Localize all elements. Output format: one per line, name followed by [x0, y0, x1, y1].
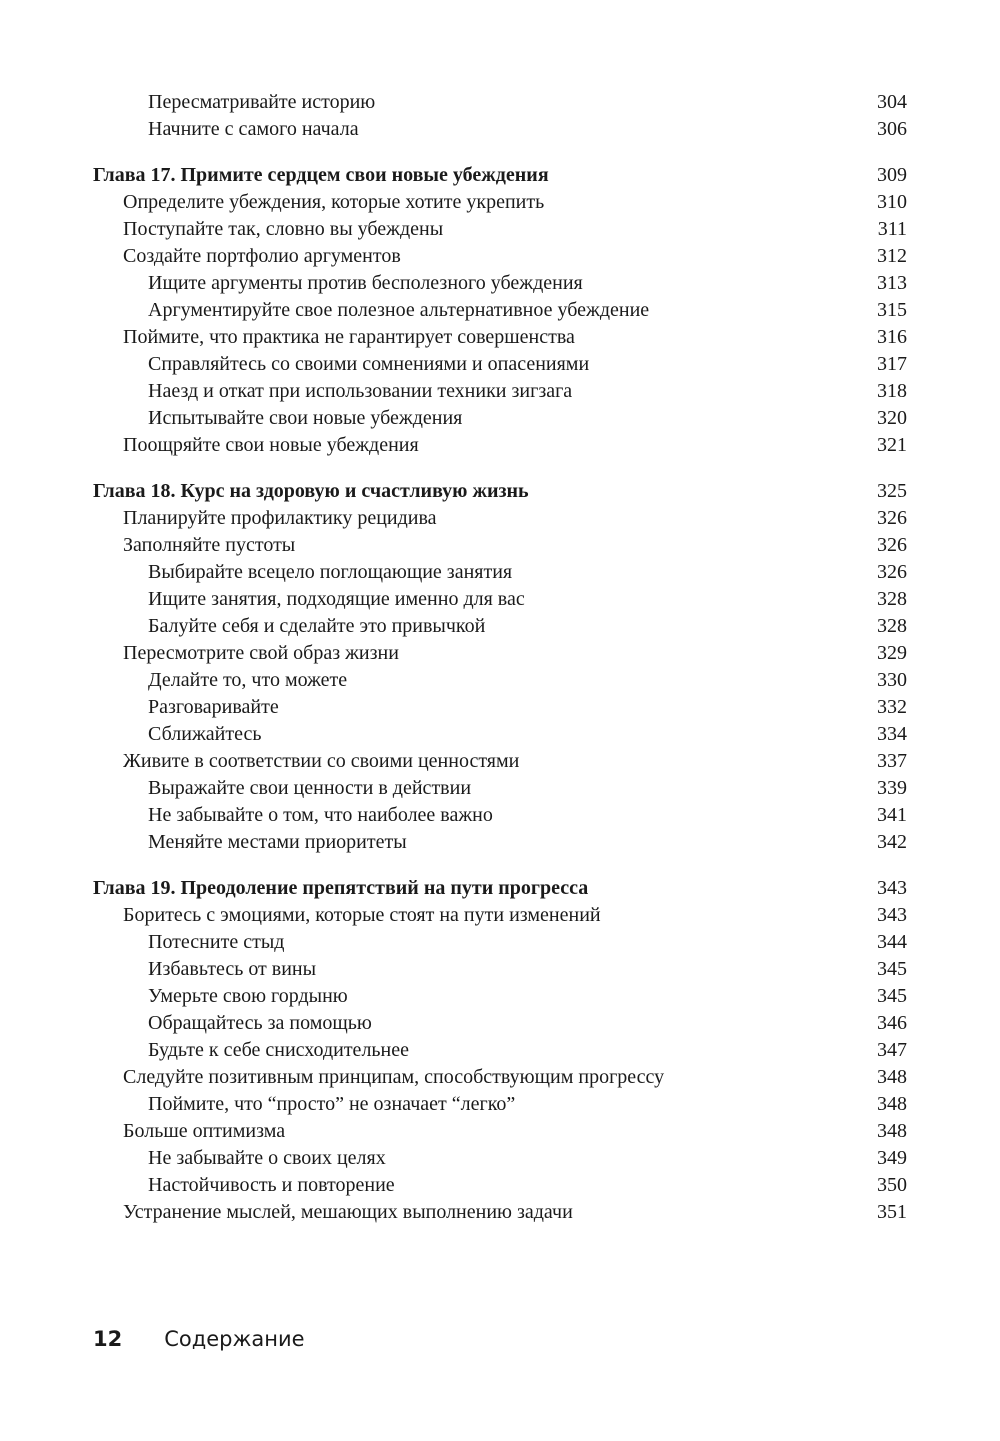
toc-page-number: 318: [877, 380, 907, 402]
toc-page-number: 348: [877, 1120, 907, 1142]
toc-page-number: 342: [877, 831, 907, 853]
toc-entry-title: Сближайтесь: [148, 723, 262, 745]
toc-page-number: 345: [877, 985, 907, 1007]
toc-section-entry: [0, 243, 1000, 270]
toc-subsection-entry: [0, 559, 1000, 586]
toc-section-entry: [0, 432, 1000, 459]
toc-page-number: 347: [877, 1039, 907, 1061]
toc-entry-title: Устранение мыслей, мешающих выполнению задачи: [123, 1201, 573, 1223]
toc-entry-title: Ищите занятия, подходящие именно для вас: [148, 588, 525, 610]
toc-subsection-entry: [0, 667, 1000, 694]
toc-page-number: 313: [877, 272, 907, 294]
toc-page-number: 345: [877, 958, 907, 980]
toc-subsection-entry: [0, 775, 1000, 802]
toc-subsection-entry: [0, 1010, 1000, 1037]
toc-entry-title: Справляйтесь со своими сомнениями и опасениями: [148, 353, 590, 375]
toc-page-number: 310: [877, 191, 907, 213]
toc-section-entry: [0, 1118, 1000, 1145]
toc-page-number: 304: [877, 91, 907, 113]
toc-entry-title: Делайте то, что можете: [148, 669, 348, 691]
toc-entry-title: Аргументируйте свое полезное альтернативное убеждение: [148, 299, 650, 321]
toc-page-number: 317: [877, 353, 907, 375]
toc-page-number: 316: [877, 326, 907, 348]
toc-entry-title: Разговаривайте: [148, 696, 279, 718]
toc-entry-title: Балуйте себя и сделайте это привычкой: [148, 615, 486, 637]
toc-page-number: 339: [877, 777, 907, 799]
toc-page-number: 326: [877, 534, 907, 556]
toc-chapter: [0, 162, 1000, 189]
toc-page-number: 329: [877, 642, 907, 664]
toc-entry-title: Не забывайте о своих целях: [148, 1147, 386, 1169]
toc-entry-title: Выражайте свои ценности в действии: [148, 777, 472, 799]
toc-section-entry: [0, 1199, 1000, 1226]
toc-page-number: 309: [877, 164, 907, 186]
footer-page-number: 12: [93, 1327, 123, 1351]
toc-subsection-entry: [0, 829, 1000, 856]
toc-page-number: 351: [877, 1201, 907, 1223]
toc-chapter: [0, 478, 1000, 505]
toc-section-entry: [0, 505, 1000, 532]
toc-entry-title: Меняйте местами приоритеты: [148, 831, 407, 853]
toc-subsection-entry: [0, 1145, 1000, 1172]
toc-entry-title: Следуйте позитивным принципам, способствующим прогрессу: [123, 1066, 665, 1088]
toc-entry-title: Ищите аргументы против бесполезного убеждения: [148, 272, 583, 294]
toc-section-entry: [0, 748, 1000, 775]
toc-section: [0, 478, 1000, 856]
toc-subsection-entry: [0, 586, 1000, 613]
toc-entry-title: Больше оптимизма: [123, 1120, 286, 1142]
toc-subsection-entry: [0, 929, 1000, 956]
toc-entry-title: Будьте к себе снисходительнее: [148, 1039, 409, 1061]
toc-entry-title: Умерьте свою гордыню: [148, 985, 348, 1007]
toc-entry-title: Настойчивость и повторение: [148, 1174, 395, 1196]
toc-section-entry: [0, 216, 1000, 243]
toc-page-number: 326: [877, 507, 907, 529]
toc-page-number: 330: [877, 669, 907, 691]
toc-subsection-entry: [0, 89, 1000, 116]
toc-subsection-entry: [0, 116, 1000, 143]
toc-entry-title: Планируйте профилактику рецидива: [123, 507, 437, 529]
toc-section: [0, 875, 1000, 1226]
toc-page-number: 328: [877, 588, 907, 610]
toc-entry-title: Глава 19. Преодоление препятствий на пути прогресса: [93, 877, 589, 899]
toc-page-number: 348: [877, 1066, 907, 1088]
toc-page-number: 311: [877, 218, 907, 240]
footer-section-title: Содержание: [164, 1327, 305, 1351]
table-of-contents: [0, 89, 1000, 1245]
toc-entry-title: Заполняйте пустоты: [123, 534, 296, 556]
toc-chapter: [0, 875, 1000, 902]
toc-entry-title: Живите в соответствии со своими ценностями: [123, 750, 520, 772]
toc-subsection-entry: [0, 613, 1000, 640]
toc-entry-title: Пересмотрите свой образ жизни: [123, 642, 399, 664]
toc-entry-title: Создайте портфолио аргументов: [123, 245, 401, 267]
toc-entry-title: Поступайте так, словно вы убеждены: [123, 218, 444, 240]
toc-section-entry: [0, 902, 1000, 929]
toc-page-number: 350: [877, 1174, 907, 1196]
toc-entry-title: Выбирайте всецело поглощающие занятия: [148, 561, 513, 583]
toc-entry-title: Глава 17. Примите сердцем свои новые убеждения: [93, 164, 549, 186]
toc-entry-title: Потесните стыд: [148, 931, 285, 953]
toc-entry-title: Глава 18. Курс на здоровую и счастливую жизнь: [93, 480, 529, 502]
toc-subsection-entry: [0, 694, 1000, 721]
toc-subsection-entry: [0, 351, 1000, 378]
toc-subsection-entry: [0, 1037, 1000, 1064]
toc-subsection-entry: [0, 378, 1000, 405]
toc-page-number: 346: [877, 1012, 907, 1034]
toc-page-number: 349: [877, 1147, 907, 1169]
toc-page-number: 320: [877, 407, 907, 429]
toc-page-number: 348: [877, 1093, 907, 1115]
toc-subsection-entry: [0, 983, 1000, 1010]
toc-section: [0, 162, 1000, 459]
toc-page-number: 328: [877, 615, 907, 637]
toc-subsection-entry: [0, 1091, 1000, 1118]
toc-entry-title: Поймите, что практика не гарантирует совершенства: [123, 326, 575, 348]
toc-page-number: 306: [877, 118, 907, 140]
toc-subsection-entry: [0, 270, 1000, 297]
toc-subsection-entry: [0, 802, 1000, 829]
toc-section-entry: [0, 324, 1000, 351]
toc-entry-title: Не забывайте о том, что наиболее важно: [148, 804, 493, 826]
toc-entry-title: Испытывайте свои новые убеждения: [148, 407, 463, 429]
toc-page-number: 334: [877, 723, 907, 745]
toc-entry-title: Избавьтесь от вины: [148, 958, 317, 980]
toc-page-number: 326: [877, 561, 907, 583]
toc-entry-title: Наезд и откат при использовании техники зигзага: [148, 380, 573, 402]
toc-page-number: 337: [877, 750, 907, 772]
toc-entry-title: Поймите, что “просто” не означает “легко”: [148, 1093, 516, 1115]
toc-section: [0, 89, 1000, 143]
toc-subsection-entry: [0, 297, 1000, 324]
toc-section-entry: [0, 640, 1000, 667]
toc-section-entry: [0, 189, 1000, 216]
toc-entry-title: Определите убеждения, которые хотите укрепить: [123, 191, 545, 213]
toc-page-number: 325: [877, 480, 907, 502]
toc-page-number: 343: [877, 877, 907, 899]
toc-subsection-entry: [0, 405, 1000, 432]
toc-page-number: 344: [877, 931, 907, 953]
toc-page-number: 321: [877, 434, 907, 456]
toc-section-entry: [0, 1064, 1000, 1091]
toc-entry-title: Поощряйте свои новые убеждения: [123, 434, 419, 456]
page-footer: [93, 1322, 305, 1356]
toc-page-number: 341: [877, 804, 907, 826]
toc-entry-title: Начните с самого начала: [148, 118, 359, 140]
toc-page-number: 332: [877, 696, 907, 718]
toc-entry-title: Обращайтесь за помощью: [148, 1012, 372, 1034]
toc-entry-title: Пересматривайте историю: [148, 91, 376, 113]
toc-subsection-entry: [0, 721, 1000, 748]
toc-section-entry: [0, 532, 1000, 559]
toc-entry-title: Боритесь с эмоциями, которые стоят на пути изменений: [123, 904, 601, 926]
toc-page-number: 315: [877, 299, 907, 321]
toc-subsection-entry: [0, 1172, 1000, 1199]
toc-page-number: 312: [877, 245, 907, 267]
toc-subsection-entry: [0, 956, 1000, 983]
toc-page-number: 343: [877, 904, 907, 926]
